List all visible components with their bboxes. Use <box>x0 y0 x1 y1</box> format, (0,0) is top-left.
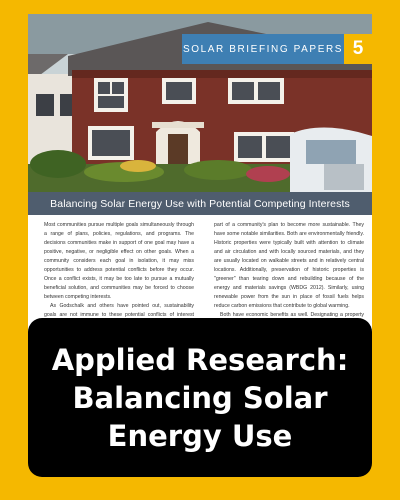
paragraph: As Godschalk and others have pointed out, sustainability goals are not immune to these potential conflicts of interest <box>44 303 194 318</box>
paragraph: part of a community's plan to become more sustainable. They have some notable similarities. Both are environmentally friendly. Historic properties were typically built with attention to climate and air circulation and with locally sourced materials, and they are usually located on walkable streets and in relatively central locations. Additionally, preservation of historic properties is "greener" than tearing down and rebuilding because of the energy and materials savings (WBDG 2012). Similarly, using renewable power from the sun in place of fossil fuels helps reduce carbon emissions that contribute to global warming. <box>214 222 364 309</box>
caption-line: Balancing Solar <box>72 380 328 415</box>
caption-line: Energy Use <box>107 418 293 453</box>
series-banner <box>182 34 344 64</box>
paragraph: Most communities pursue multiple goals simultaneously through a range of plans, policies, regulations, and programs. The decisions communities make in support of one goal may have a positive, negative, or negligible effect on other goals. When a community considers each goal in isolation, it may miss opportunities to address potential conflicts before they occur. Once a conflict exists, it may be too late to pursue a mutually beneficial solution, and communities may be forced to choose between competing interests. <box>44 222 194 300</box>
caption-line: Applied Research: <box>51 342 349 377</box>
series-label: SOLAR BRIEFING PAPERS <box>182 43 344 55</box>
article-title-banner <box>28 192 372 215</box>
article-title: Balancing Solar Energy Use with Potential Competing Interests <box>50 197 350 210</box>
paragraph: Both have economic benefits as well. Designating a property <box>220 312 364 318</box>
caption-box <box>28 318 372 477</box>
issue-number-badge: 5 <box>344 34 372 64</box>
